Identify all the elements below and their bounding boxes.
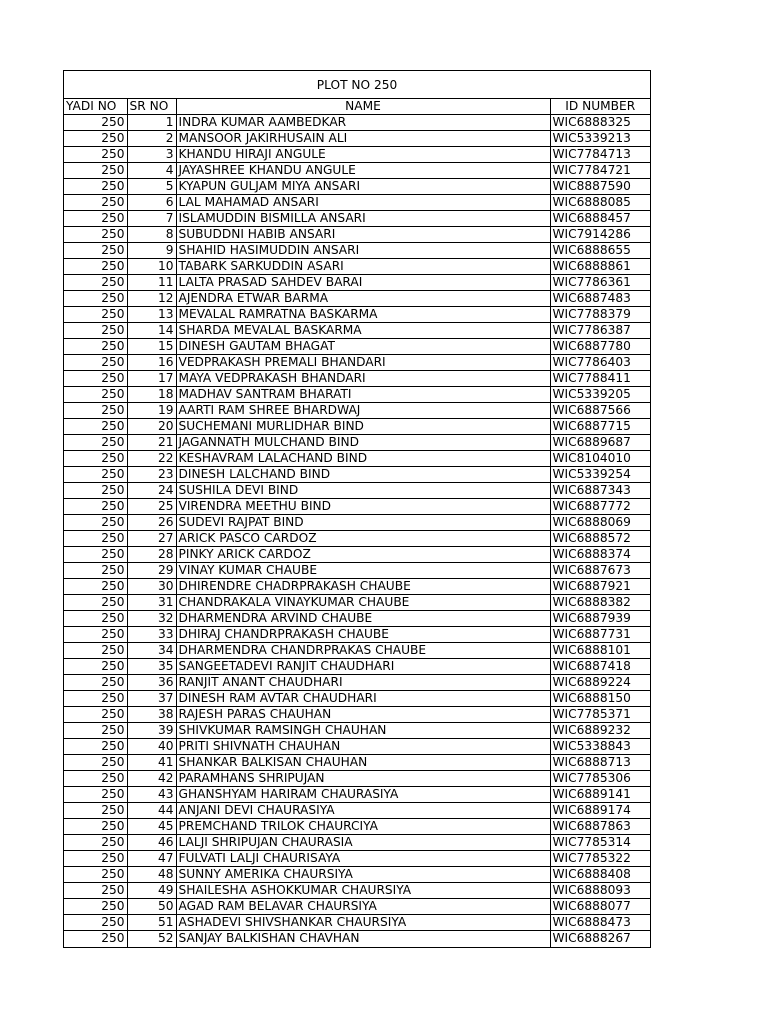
sr-no-cell: 15 (127, 339, 176, 355)
yadi-no-cell: 250 (64, 691, 127, 707)
name-cell: INDRA KUMAR AAMBEDKAR (176, 115, 550, 131)
id-number-cell: WIC6888325 (550, 115, 650, 131)
id-number-cell: WIC7788411 (550, 371, 650, 387)
yadi-no-cell: 250 (64, 275, 127, 291)
sr-no-cell: 49 (127, 883, 176, 899)
id-number-cell: WIC7914286 (550, 227, 650, 243)
table-row (64, 499, 650, 515)
table-row (64, 371, 650, 387)
yadi-no-cell: 250 (64, 243, 127, 259)
yadi-no-cell: 250 (64, 403, 127, 419)
sr-no-cell: 23 (127, 467, 176, 483)
table-row (64, 195, 650, 211)
id-number-cell: WIC6888473 (550, 915, 650, 931)
id-number-cell: WIC6888374 (550, 547, 650, 563)
name-cell: SUNNY AMERIKA CHAURSIYA (176, 867, 550, 883)
table-row (64, 339, 650, 355)
name-cell: SUDEVI RAJPAT BIND (176, 515, 550, 531)
table-row (64, 835, 650, 851)
id-number-cell: WIC7786403 (550, 355, 650, 371)
sr-no-cell: 20 (127, 419, 176, 435)
sr-no-cell: 13 (127, 307, 176, 323)
table-row (64, 723, 650, 739)
table-row (64, 547, 650, 563)
yadi-no-cell: 250 (64, 163, 127, 179)
sr-no-cell: 10 (127, 259, 176, 275)
header-yadi-no: YADI NO (66, 99, 117, 114)
table-row (64, 643, 650, 659)
table-row (64, 931, 650, 947)
plot-list-sheet (63, 70, 651, 948)
yadi-no-cell: 250 (64, 211, 127, 227)
yadi-no-cell: 250 (64, 483, 127, 499)
yadi-no-cell: 250 (64, 115, 127, 131)
page-title: PLOT NO 250 (64, 71, 650, 99)
table-row (64, 227, 650, 243)
table-row (64, 243, 650, 259)
id-number-cell: WIC6888069 (550, 515, 650, 531)
name-cell: ISLAMUDDIN BISMILLA ANSARI (176, 211, 550, 227)
yadi-no-cell: 250 (64, 723, 127, 739)
sr-no-cell: 33 (127, 627, 176, 643)
sr-no-cell: 26 (127, 515, 176, 531)
name-cell: ARICK PASCO CARDOZ (176, 531, 550, 547)
table-row (64, 451, 650, 467)
name-cell: SANGEETADEVI RANJIT CHAUDHARI (176, 659, 550, 675)
table-row (64, 435, 650, 451)
yadi-no-cell: 250 (64, 851, 127, 867)
name-cell: DINESH LALCHAND BIND (176, 467, 550, 483)
id-number-cell: WIC7786361 (550, 275, 650, 291)
name-cell: ANJANI DEVI CHAURASIYA (176, 803, 550, 819)
id-number-cell: WIC6887939 (550, 611, 650, 627)
id-number-cell: WIC6887921 (550, 579, 650, 595)
yadi-no-cell: 250 (64, 131, 127, 147)
sr-no-cell: 47 (127, 851, 176, 867)
name-cell: VEDPRAKASH PREMALI BHANDARI (176, 355, 550, 371)
table-row (64, 563, 650, 579)
id-number-cell: WIC8887590 (550, 179, 650, 195)
table-row (64, 803, 650, 819)
name-cell: SUSHILA DEVI BIND (176, 483, 550, 499)
table-row (64, 147, 650, 163)
yadi-no-cell: 250 (64, 915, 127, 931)
yadi-no-cell: 250 (64, 643, 127, 659)
sr-no-cell: 18 (127, 387, 176, 403)
table-row (64, 755, 650, 771)
yadi-no-cell: 250 (64, 371, 127, 387)
name-cell: MAYA VEDPRAKASH BHANDARI (176, 371, 550, 387)
name-cell: LALJI SHRIPUJAN CHAURASIA (176, 835, 550, 851)
name-cell: DHARMENDRA ARVIND CHAUBE (176, 611, 550, 627)
yadi-no-cell: 250 (64, 387, 127, 403)
yadi-no-cell: 250 (64, 259, 127, 275)
yadi-no-cell: 250 (64, 339, 127, 355)
sr-no-cell: 38 (127, 707, 176, 723)
header-row (64, 99, 650, 115)
sr-no-cell: 36 (127, 675, 176, 691)
id-number-cell: WIC7788379 (550, 307, 650, 323)
table-row (64, 787, 650, 803)
id-number-cell: WIC6888861 (550, 259, 650, 275)
id-number-cell: WIC6887418 (550, 659, 650, 675)
id-number-cell: WIC7784721 (550, 163, 650, 179)
name-cell: RANJIT ANANT CHAUDHARI (176, 675, 550, 691)
header-name: NAME (176, 99, 550, 115)
id-number-cell: WIC5339205 (550, 387, 650, 403)
sr-no-cell: 7 (127, 211, 176, 227)
name-cell: DHIRAJ CHANDRPRAKASH CHAUBE (176, 627, 550, 643)
name-cell: SHIVKUMAR RAMSINGH CHAUHAN (176, 723, 550, 739)
name-cell: MADHAV SANTRAM BHARATI (176, 387, 550, 403)
sr-no-cell: 51 (127, 915, 176, 931)
yadi-no-cell: 250 (64, 451, 127, 467)
name-cell: CHANDRAKALA VINAYKUMAR CHAUBE (176, 595, 550, 611)
header-sr-no: SR NO (127, 99, 176, 115)
name-cell: LAL MAHAMAD ANSARI (176, 195, 550, 211)
name-cell: SHAHID HASIMUDDIN ANSARI (176, 243, 550, 259)
table-row (64, 611, 650, 627)
yadi-no-cell: 250 (64, 323, 127, 339)
table-row (64, 739, 650, 755)
yadi-no-cell: 250 (64, 707, 127, 723)
table-row (64, 899, 650, 915)
yadi-no-cell: 250 (64, 355, 127, 371)
table-row (64, 355, 650, 371)
name-cell: AJENDRA ETWAR BARMA (176, 291, 550, 307)
sr-no-cell: 32 (127, 611, 176, 627)
name-cell: DHARMENDRA CHANDRPRAKAS CHAUBE (176, 643, 550, 659)
id-number-cell: WIC6888085 (550, 195, 650, 211)
sr-no-cell: 39 (127, 723, 176, 739)
id-number-cell: WIC7784713 (550, 147, 650, 163)
id-number-cell: WIC7785371 (550, 707, 650, 723)
yadi-no-cell: 250 (64, 627, 127, 643)
yadi-no-cell: 250 (64, 883, 127, 899)
name-cell: PARAMHANS SHRIPUJAN (176, 771, 550, 787)
id-number-cell: WIC7785314 (550, 835, 650, 851)
id-number-cell: WIC6887780 (550, 339, 650, 355)
table-row (64, 259, 650, 275)
name-cell: RAJESH PARAS CHAUHAN (176, 707, 550, 723)
yadi-no-cell: 250 (64, 291, 127, 307)
sr-no-cell: 45 (127, 819, 176, 835)
id-number-cell: WIC6887772 (550, 499, 650, 515)
sr-no-cell: 24 (127, 483, 176, 499)
table-row (64, 291, 650, 307)
yadi-no-cell: 250 (64, 467, 127, 483)
sr-no-cell: 35 (127, 659, 176, 675)
sr-no-cell: 37 (127, 691, 176, 707)
id-number-cell: WIC6888572 (550, 531, 650, 547)
id-number-cell: WIC6889174 (550, 803, 650, 819)
yadi-no-cell: 250 (64, 227, 127, 243)
yadi-no-cell: 250 (64, 675, 127, 691)
name-cell: SANJAY BALKISHAN CHAVHAN (176, 931, 550, 947)
yadi-no-cell: 250 (64, 531, 127, 547)
sr-no-cell: 1 (127, 115, 176, 131)
name-cell: KHANDU HIRAJI ANGULE (176, 147, 550, 163)
yadi-no-cell: 250 (64, 563, 127, 579)
table-row (64, 915, 650, 931)
table-row (64, 131, 650, 147)
table-row (64, 595, 650, 611)
id-number-cell: WIC6888150 (550, 691, 650, 707)
id-number-cell: WIC6888655 (550, 243, 650, 259)
id-number-cell: WIC8104010 (550, 451, 650, 467)
table-row (64, 179, 650, 195)
table-row (64, 771, 650, 787)
name-cell: PRITI SHIVNATH CHAUHAN (176, 739, 550, 755)
sr-no-cell: 14 (127, 323, 176, 339)
id-number-cell: WIC6889224 (550, 675, 650, 691)
yadi-no-cell: 250 (64, 435, 127, 451)
id-number-cell: WIC6888093 (550, 883, 650, 899)
sr-no-cell: 4 (127, 163, 176, 179)
sr-no-cell: 44 (127, 803, 176, 819)
yadi-no-cell: 250 (64, 771, 127, 787)
table-row (64, 675, 650, 691)
yadi-no-cell: 250 (64, 579, 127, 595)
id-number-cell: WIC5339254 (550, 467, 650, 483)
sr-no-cell: 3 (127, 147, 176, 163)
table-row (64, 691, 650, 707)
table-row (64, 579, 650, 595)
id-number-cell: WIC6887715 (550, 419, 650, 435)
sr-no-cell: 43 (127, 787, 176, 803)
id-number-cell: WIC6888382 (550, 595, 650, 611)
name-cell: AARTI RAM SHREE BHARDWAJ (176, 403, 550, 419)
name-cell: SHAILESHA ASHOKKUMAR CHAURSIYA (176, 883, 550, 899)
yadi-no-cell: 250 (64, 147, 127, 163)
name-cell: SUCHEMANI MURLIDHAR BIND (176, 419, 550, 435)
id-number-cell: WIC7785322 (550, 851, 650, 867)
id-number-cell: WIC6887673 (550, 563, 650, 579)
table-row (64, 483, 650, 499)
id-number-cell: WIC6889687 (550, 435, 650, 451)
name-cell: GHANSHYAM HARIRAM CHAURASIYA (176, 787, 550, 803)
name-cell: LALTA PRASAD SAHDEV BARAI (176, 275, 550, 291)
sr-no-cell: 17 (127, 371, 176, 387)
sr-no-cell: 21 (127, 435, 176, 451)
yadi-no-cell: 250 (64, 179, 127, 195)
table-row (64, 707, 650, 723)
name-cell: VIRENDRA MEETHU BIND (176, 499, 550, 515)
yadi-no-cell: 250 (64, 867, 127, 883)
sr-no-cell: 29 (127, 563, 176, 579)
id-number-cell: WIC6888101 (550, 643, 650, 659)
name-cell: MEVALAL RAMRATNA BASKARMA (176, 307, 550, 323)
yadi-no-cell: 250 (64, 739, 127, 755)
name-cell: SHANKAR BALKISAN CHAUHAN (176, 755, 550, 771)
sr-no-cell: 40 (127, 739, 176, 755)
table-row (64, 323, 650, 339)
id-number-cell: WIC6887483 (550, 291, 650, 307)
yadi-no-cell: 250 (64, 611, 127, 627)
sr-no-cell: 34 (127, 643, 176, 659)
sr-no-cell: 25 (127, 499, 176, 515)
id-number-cell: WIC6888077 (550, 899, 650, 915)
sr-no-cell: 42 (127, 771, 176, 787)
yadi-no-cell: 250 (64, 899, 127, 915)
table-row (64, 659, 650, 675)
header-id-number: ID NUMBER (550, 99, 650, 115)
name-cell: VINAY KUMAR CHAUBE (176, 563, 550, 579)
sr-no-cell: 5 (127, 179, 176, 195)
yadi-no-cell: 250 (64, 499, 127, 515)
id-number-cell: WIC6887343 (550, 483, 650, 499)
sr-no-cell: 52 (127, 931, 176, 947)
sr-no-cell: 31 (127, 595, 176, 611)
yadi-no-cell: 250 (64, 595, 127, 611)
yadi-no-cell: 250 (64, 659, 127, 675)
sr-no-cell: 12 (127, 291, 176, 307)
table-row (64, 627, 650, 643)
table-row (64, 115, 650, 131)
yadi-no-cell: 250 (64, 755, 127, 771)
table-row (64, 819, 650, 835)
sr-no-cell: 22 (127, 451, 176, 467)
table-row (64, 275, 650, 291)
sr-no-cell: 11 (127, 275, 176, 291)
id-number-cell: WIC6887863 (550, 819, 650, 835)
table-row (64, 883, 650, 899)
name-cell: AGAD RAM BELAVAR CHAURSIYA (176, 899, 550, 915)
name-cell: TABARK SARKUDDIN ASARI (176, 259, 550, 275)
yadi-no-cell: 250 (64, 835, 127, 851)
table-row (64, 851, 650, 867)
sr-no-cell: 41 (127, 755, 176, 771)
name-cell: PINKY ARICK CARDOZ (176, 547, 550, 563)
table-row (64, 531, 650, 547)
id-number-cell: WIC6888713 (550, 755, 650, 771)
yadi-no-cell: 250 (64, 419, 127, 435)
name-cell: JAYASHREE KHANDU ANGULE (176, 163, 550, 179)
sr-no-cell: 19 (127, 403, 176, 419)
id-number-cell: WIC6888457 (550, 211, 650, 227)
table-row (64, 867, 650, 883)
table-row (64, 403, 650, 419)
table-row (64, 307, 650, 323)
id-number-cell: WIC7786387 (550, 323, 650, 339)
id-number-cell: WIC6887731 (550, 627, 650, 643)
table-row (64, 163, 650, 179)
sr-no-cell: 16 (127, 355, 176, 371)
yadi-no-cell: 250 (64, 931, 127, 947)
name-cell: FULVATI LALJI CHAURISAYA (176, 851, 550, 867)
id-number-cell: WIC6889232 (550, 723, 650, 739)
name-cell: MANSOOR JAKIRHUSAIN ALI (176, 131, 550, 147)
sr-no-cell: 6 (127, 195, 176, 211)
name-cell: JAGANNATH MULCHAND BIND (176, 435, 550, 451)
name-cell: SUBUDDNI HABIB ANSARI (176, 227, 550, 243)
name-cell: DHIRENDRE CHADRPRAKASH CHAUBE (176, 579, 550, 595)
sr-no-cell: 46 (127, 835, 176, 851)
sr-no-cell: 27 (127, 531, 176, 547)
yadi-no-cell: 250 (64, 803, 127, 819)
yadi-no-cell: 250 (64, 787, 127, 803)
id-number-cell: WIC6888408 (550, 867, 650, 883)
name-cell: DINESH GAUTAM BHAGAT (176, 339, 550, 355)
id-number-cell: WIC6888267 (550, 931, 650, 947)
id-number-cell: WIC6889141 (550, 787, 650, 803)
table-row (64, 419, 650, 435)
name-cell: ASHADEVI SHIVSHANKAR CHAURSIYA (176, 915, 550, 931)
name-cell: PREMCHAND TRILOK CHAURCIYA (176, 819, 550, 835)
sr-no-cell: 30 (127, 579, 176, 595)
name-cell: SHARDA MEVALAL BASKARMA (176, 323, 550, 339)
yadi-no-cell: 250 (64, 819, 127, 835)
id-number-cell: WIC6887566 (550, 403, 650, 419)
yadi-no-cell: 250 (64, 515, 127, 531)
table-row (64, 387, 650, 403)
sr-no-cell: 2 (127, 131, 176, 147)
sr-no-cell: 50 (127, 899, 176, 915)
id-number-cell: WIC5339213 (550, 131, 650, 147)
yadi-no-cell: 250 (64, 307, 127, 323)
yadi-no-cell: 250 (64, 195, 127, 211)
table-row (64, 211, 650, 227)
sr-no-cell: 48 (127, 867, 176, 883)
name-cell: KYAPUN GULJAM MIYA ANSARI (176, 179, 550, 195)
sr-no-cell: 9 (127, 243, 176, 259)
name-cell: DINESH RAM AVTAR CHAUDHARI (176, 691, 550, 707)
id-number-cell: WIC5338843 (550, 739, 650, 755)
yadi-no-cell: 250 (64, 547, 127, 563)
table-row (64, 467, 650, 483)
voter-table (64, 99, 650, 947)
id-number-cell: WIC7785306 (550, 771, 650, 787)
sr-no-cell: 28 (127, 547, 176, 563)
table-row (64, 515, 650, 531)
name-cell: KESHAVRAM LALACHAND BIND (176, 451, 550, 467)
sr-no-cell: 8 (127, 227, 176, 243)
